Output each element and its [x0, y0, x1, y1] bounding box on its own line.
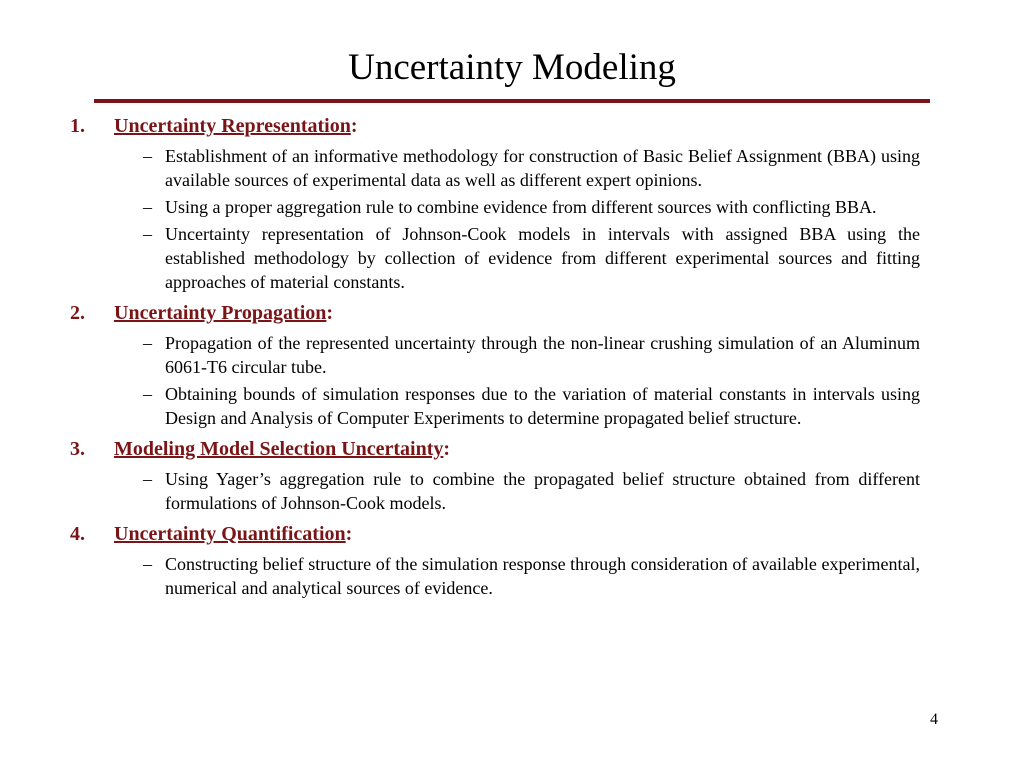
bullet-text: Using Yager’s aggregation rule to combine the propagated belief structure obtained from different formulations of Johnson-Cook models. — [165, 469, 920, 513]
bullet-list — [70, 467, 920, 515]
bullet-text: Using a proper aggregation rule to combine evidence from different sources with conflicting BBA. — [165, 197, 877, 217]
bullet-dash: – — [143, 197, 152, 217]
section-heading — [70, 520, 920, 549]
section-title: Uncertainty Propagation — [114, 302, 327, 324]
section-colon: : — [326, 302, 334, 324]
section-heading — [70, 112, 920, 141]
bullet-item — [70, 552, 920, 600]
bullet-item — [70, 331, 920, 379]
section-colon: : — [350, 115, 358, 137]
bullet-dash: – — [143, 384, 152, 404]
section-number: 3. — [70, 438, 85, 460]
bullet-item — [70, 382, 920, 430]
section-number: 4. — [70, 523, 85, 545]
section-1 — [70, 112, 920, 294]
bullet-dash: – — [143, 146, 152, 166]
section-4 — [70, 520, 920, 600]
section-title: Uncertainty Representation — [114, 115, 351, 137]
content-list — [70, 112, 920, 605]
bullet-dash: – — [143, 333, 152, 353]
section-number: 2. — [70, 302, 85, 324]
bullet-text: Obtaining bounds of simulation responses due to the variation of material constants in intervals using Design and Analysis of Computer Experiments to determine propagated belief structure. — [165, 384, 920, 428]
bullet-item — [70, 144, 920, 192]
bullet-text: Propagation of the represented uncertainty through the non-linear crushing simulation of an Aluminum 6061-T6 circular tube. — [165, 333, 920, 377]
bullet-list — [70, 331, 920, 430]
section-colon: : — [345, 523, 353, 545]
bullet-item — [70, 467, 920, 515]
section-3 — [70, 435, 920, 515]
bullet-dash: – — [143, 224, 152, 244]
section-colon: : — [443, 438, 451, 460]
bullet-text: Constructing belief structure of the simulation response through consideration of available experimental, numerical and analytical sources of evidence. — [165, 554, 920, 598]
section-title: Uncertainty Quantification — [114, 523, 346, 545]
bullet-list — [70, 552, 920, 600]
bullet-item — [70, 222, 920, 294]
section-title: Modeling Model Selection Uncertainty — [114, 438, 444, 460]
section-2 — [70, 299, 920, 430]
bullet-text: Establishment of an informative methodology for construction of Basic Belief Assignment (BBA) using available sources of experimental data as well as different expert opinions. — [165, 146, 920, 190]
title-rule — [94, 99, 930, 103]
bullet-dash: – — [143, 469, 152, 489]
section-heading — [70, 299, 920, 328]
section-heading — [70, 435, 920, 464]
page-number: 4 — [930, 711, 938, 728]
slide-title: Uncertainty Modeling — [348, 47, 676, 88]
bullet-text: Uncertainty representation of Johnson-Cook models in intervals with assigned BBA using the established methodology by collection of evidence from different experimental sources and fitting approaches of material constants. — [165, 224, 920, 292]
section-number: 1. — [70, 115, 85, 137]
bullet-item — [70, 195, 920, 219]
bullet-list — [70, 144, 920, 294]
bullet-dash: – — [143, 554, 152, 574]
